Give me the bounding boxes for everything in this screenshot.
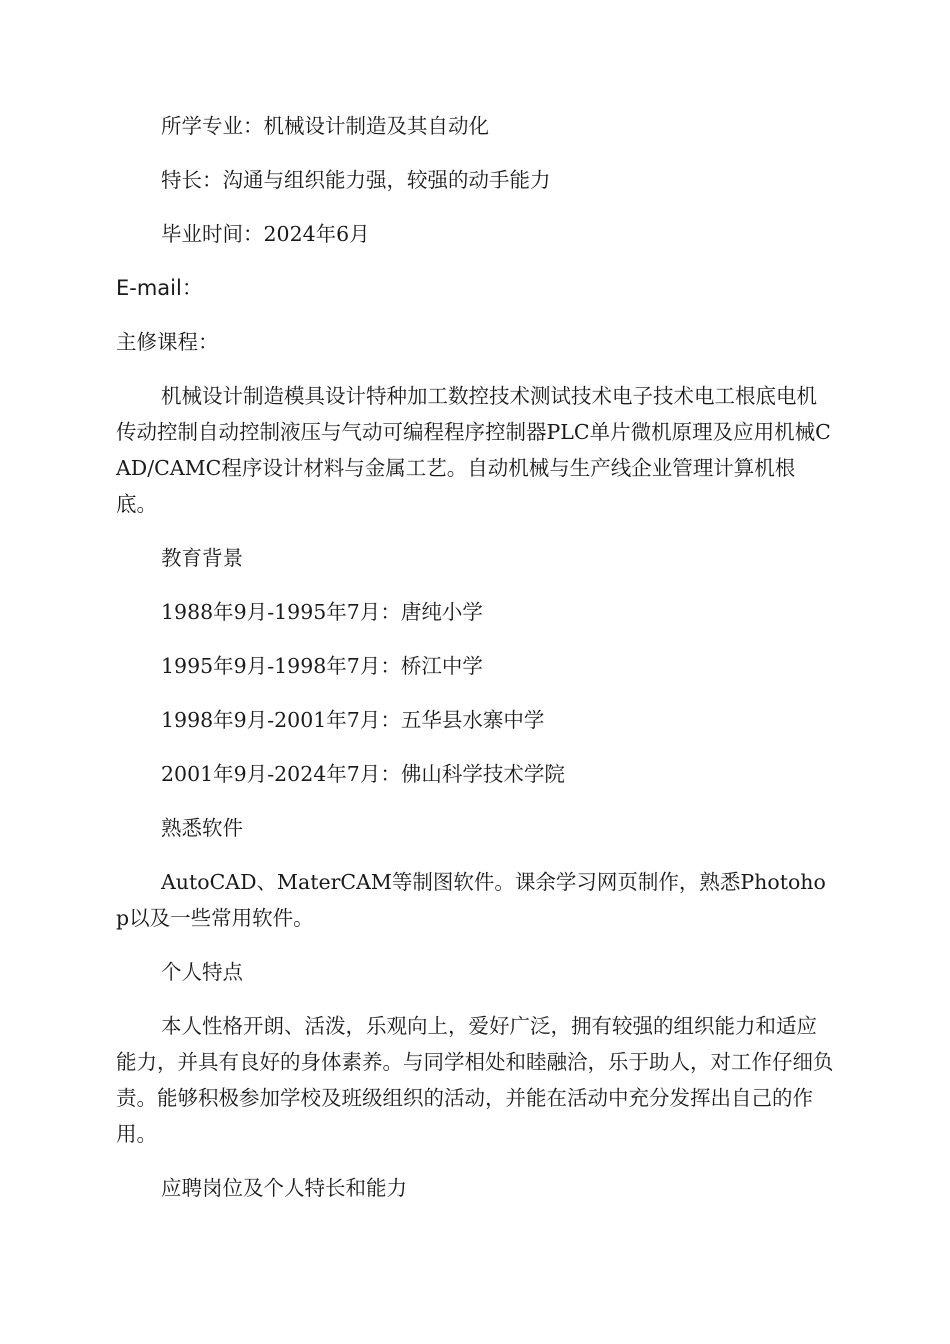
education-heading: 教育背景 bbox=[161, 546, 243, 570]
courses-heading: 主修课程： bbox=[116, 330, 219, 354]
traits-text: 本人性格开朗、活泼，乐观向上，爱好广泛，拥有较强的组织能力和适应能力，并具有良好的身体素养。与同学相处和睦融洽，乐于助人，对工作仔细负责。能够积极参加学校及班级组织的活动，并能在活动中充分发挥出自己的作用。 bbox=[116, 1014, 834, 1146]
resume-document bbox=[116, 108, 836, 1224]
education-item: 1998年9月-2001年7月：五华县水寨中学 bbox=[161, 708, 545, 732]
education-item: 1988年9月-1995年7月：唐纯小学 bbox=[161, 600, 483, 624]
traits-heading: 个人特点 bbox=[161, 960, 243, 984]
education-item: 1995年9月-1998年7月：桥江中学 bbox=[161, 654, 483, 678]
position-heading: 应聘岗位及个人特长和能力 bbox=[161, 1176, 407, 1200]
courses-text: 机械设计制造模具设计特种加工数控技术测试技术电子技术电工根底电机传动控制自动控制液压与气动可编程程序控制器PLC单片微机原理及应用机械CAD/CAMC程序设计材料与金属工艺。自动机械与生产线企业管理计算机根底。 bbox=[116, 384, 831, 516]
software-heading: 熟悉软件 bbox=[161, 816, 243, 840]
major-line: 所学专业：机械设计制造及其自动化 bbox=[161, 114, 489, 138]
software-text: AutoCAD、MaterCAM等制图软件。课余学习网页制作，熟悉Photohop以及一些常用软件。 bbox=[116, 870, 826, 930]
education-item: 2001年9月-2024年7月：佛山科学技术学院 bbox=[161, 762, 565, 786]
graduation-line: 毕业时间：2024年6月 bbox=[161, 222, 370, 246]
specialty-line: 特长：沟通与组织能力强，较强的动手能力 bbox=[161, 168, 551, 192]
email-label: E-mail： bbox=[116, 276, 203, 300]
